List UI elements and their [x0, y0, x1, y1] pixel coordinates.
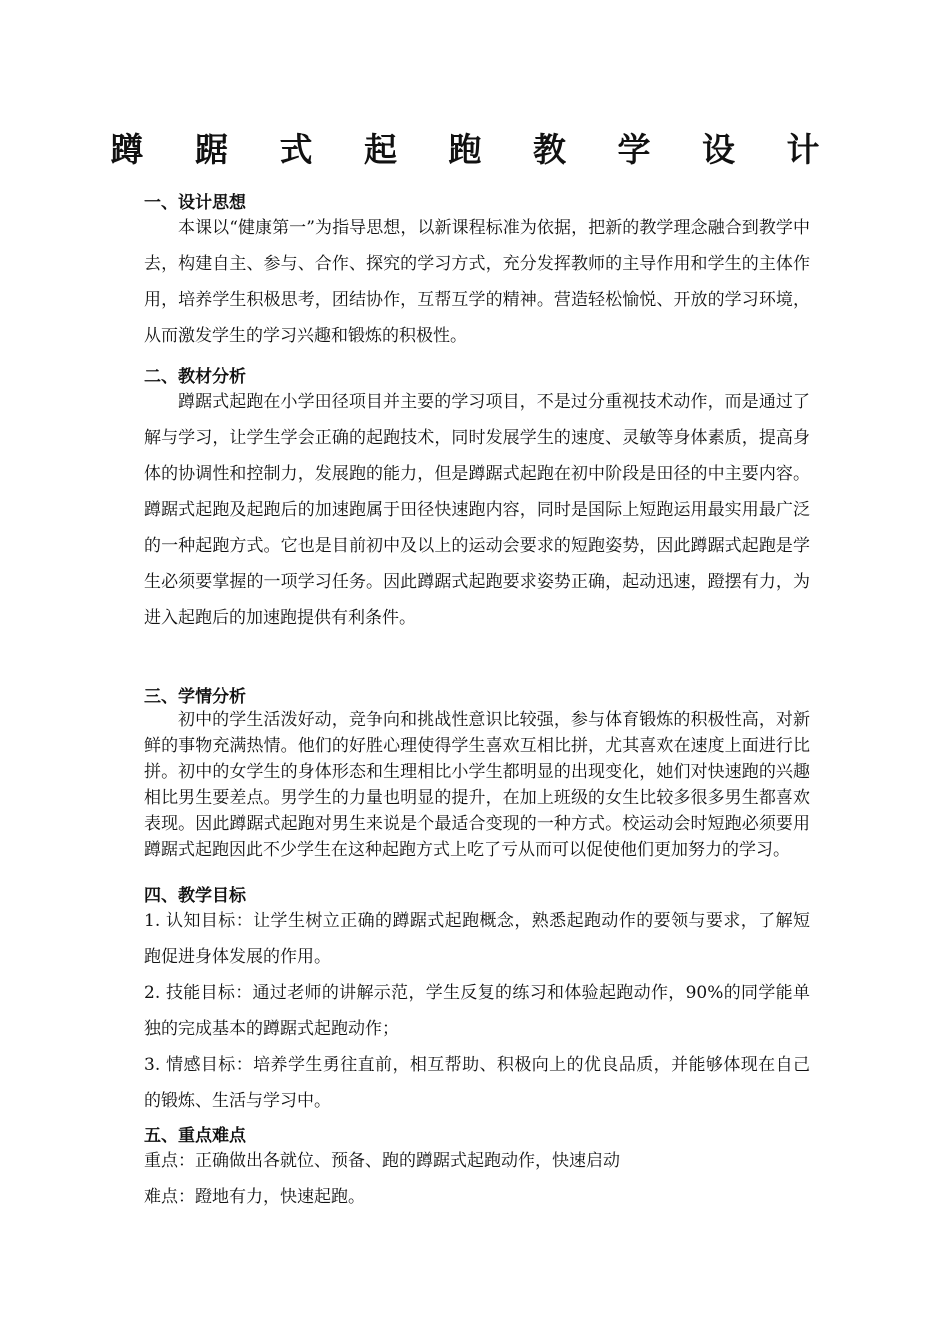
- difficulty-item: 难点：蹬地有力，快速起跑。: [144, 1187, 365, 1207]
- section-heading-material-analysis: 二、教材分析: [144, 367, 246, 387]
- section-heading-teaching-goals: 四、教学目标: [144, 886, 246, 906]
- section-body-design-idea: 本课以“健康第一”为指导思想，以新课程标准为依据，把新的教学理念融合到教学中去，构建自主、参与、合作、探究的学习方式，充分发挥教师的主导作用和学生的主体作用，培养学生积极思考，团结协作，互帮互学的精神。营造轻松愉悦、开放的学习环境，从而激发学生的学习兴趣和锻炼的积极性。: [144, 218, 810, 346]
- section-body-student-analysis: 初中的学生活泼好动，竞争向和挑战性意识比较强，参与体育锻炼的积极性高，对新鲜的事物充满热情。他们的好胜心理使得学生喜欢互相比拼，尤其喜欢在速度上面进行比拼。初中的女学生的身体形态和生理相比小学生都明显的出现变化，她们对快速跑的兴趣相比男生要差点。男学生的力量也明显的提升，在加上班级的女生比较多很多男生都喜欢表现。因此蹲踞式起跑对男生来说是个最适合变现的一种方式。校运动会时短跑必须要用蹲踞式起跑因此不少学生在这种起跑方式上吃了亏从而可以促使他们更加努力的学习。: [144, 710, 810, 860]
- goal-item-emotional: 3. 情感目标：培养学生勇往直前，相互帮助、积极向上的优良品质，并能够体现在自己的锻炼、生活与学习中。: [144, 1055, 810, 1111]
- section-heading-key-points: 五、重点难点: [144, 1126, 246, 1146]
- document-title: 蹲 踞 式 起 跑 教 学 设 计: [110, 130, 840, 169]
- goal-item-cognitive: 1. 认知目标：让学生树立正确的蹲踞式起跑概念，熟悉起跑动作的要领与要求，了解短跑促进身体发展的作用。: [144, 911, 810, 967]
- section-heading-student-analysis: 三、学情分析: [144, 687, 246, 707]
- goal-item-skill: 2. 技能目标：通过老师的讲解示范，学生反复的练习和体验起跑动作，90%的同学能单独的完成基本的蹲踞式起跑动作；: [144, 983, 810, 1039]
- section-heading-design-idea: 一、设计思想: [144, 193, 246, 213]
- section-body-material-analysis: 蹲踞式起跑在小学田径项目并主要的学习项目，不是过分重视技术动作，而是通过了解与学习，让学生学会正确的起跑技术，同时发展学生的速度、灵敏等身体素质，提高身体的协调性和控制力，发展跑的能力，但是蹲踞式起跑在初中阶段是田径的中主要内容。蹲踞式起跑及起跑后的加速跑属于田径快速跑内容，同时是国际上短跑运用最实用最广泛的一种起跑方式。它也是目前初中及以上的运动会要求的短跑姿势，因此蹲踞式起跑是学生必须要掌握的一项学习任务。因此蹲踞式起跑要求姿势正确，起动迅速，蹬摆有力，为进入起跑后的加速跑提供有利条件。: [144, 392, 810, 628]
- key-point-item: 重点：正确做出各就位、预备、跑的蹲踞式起跑动作，快速启动: [144, 1151, 620, 1171]
